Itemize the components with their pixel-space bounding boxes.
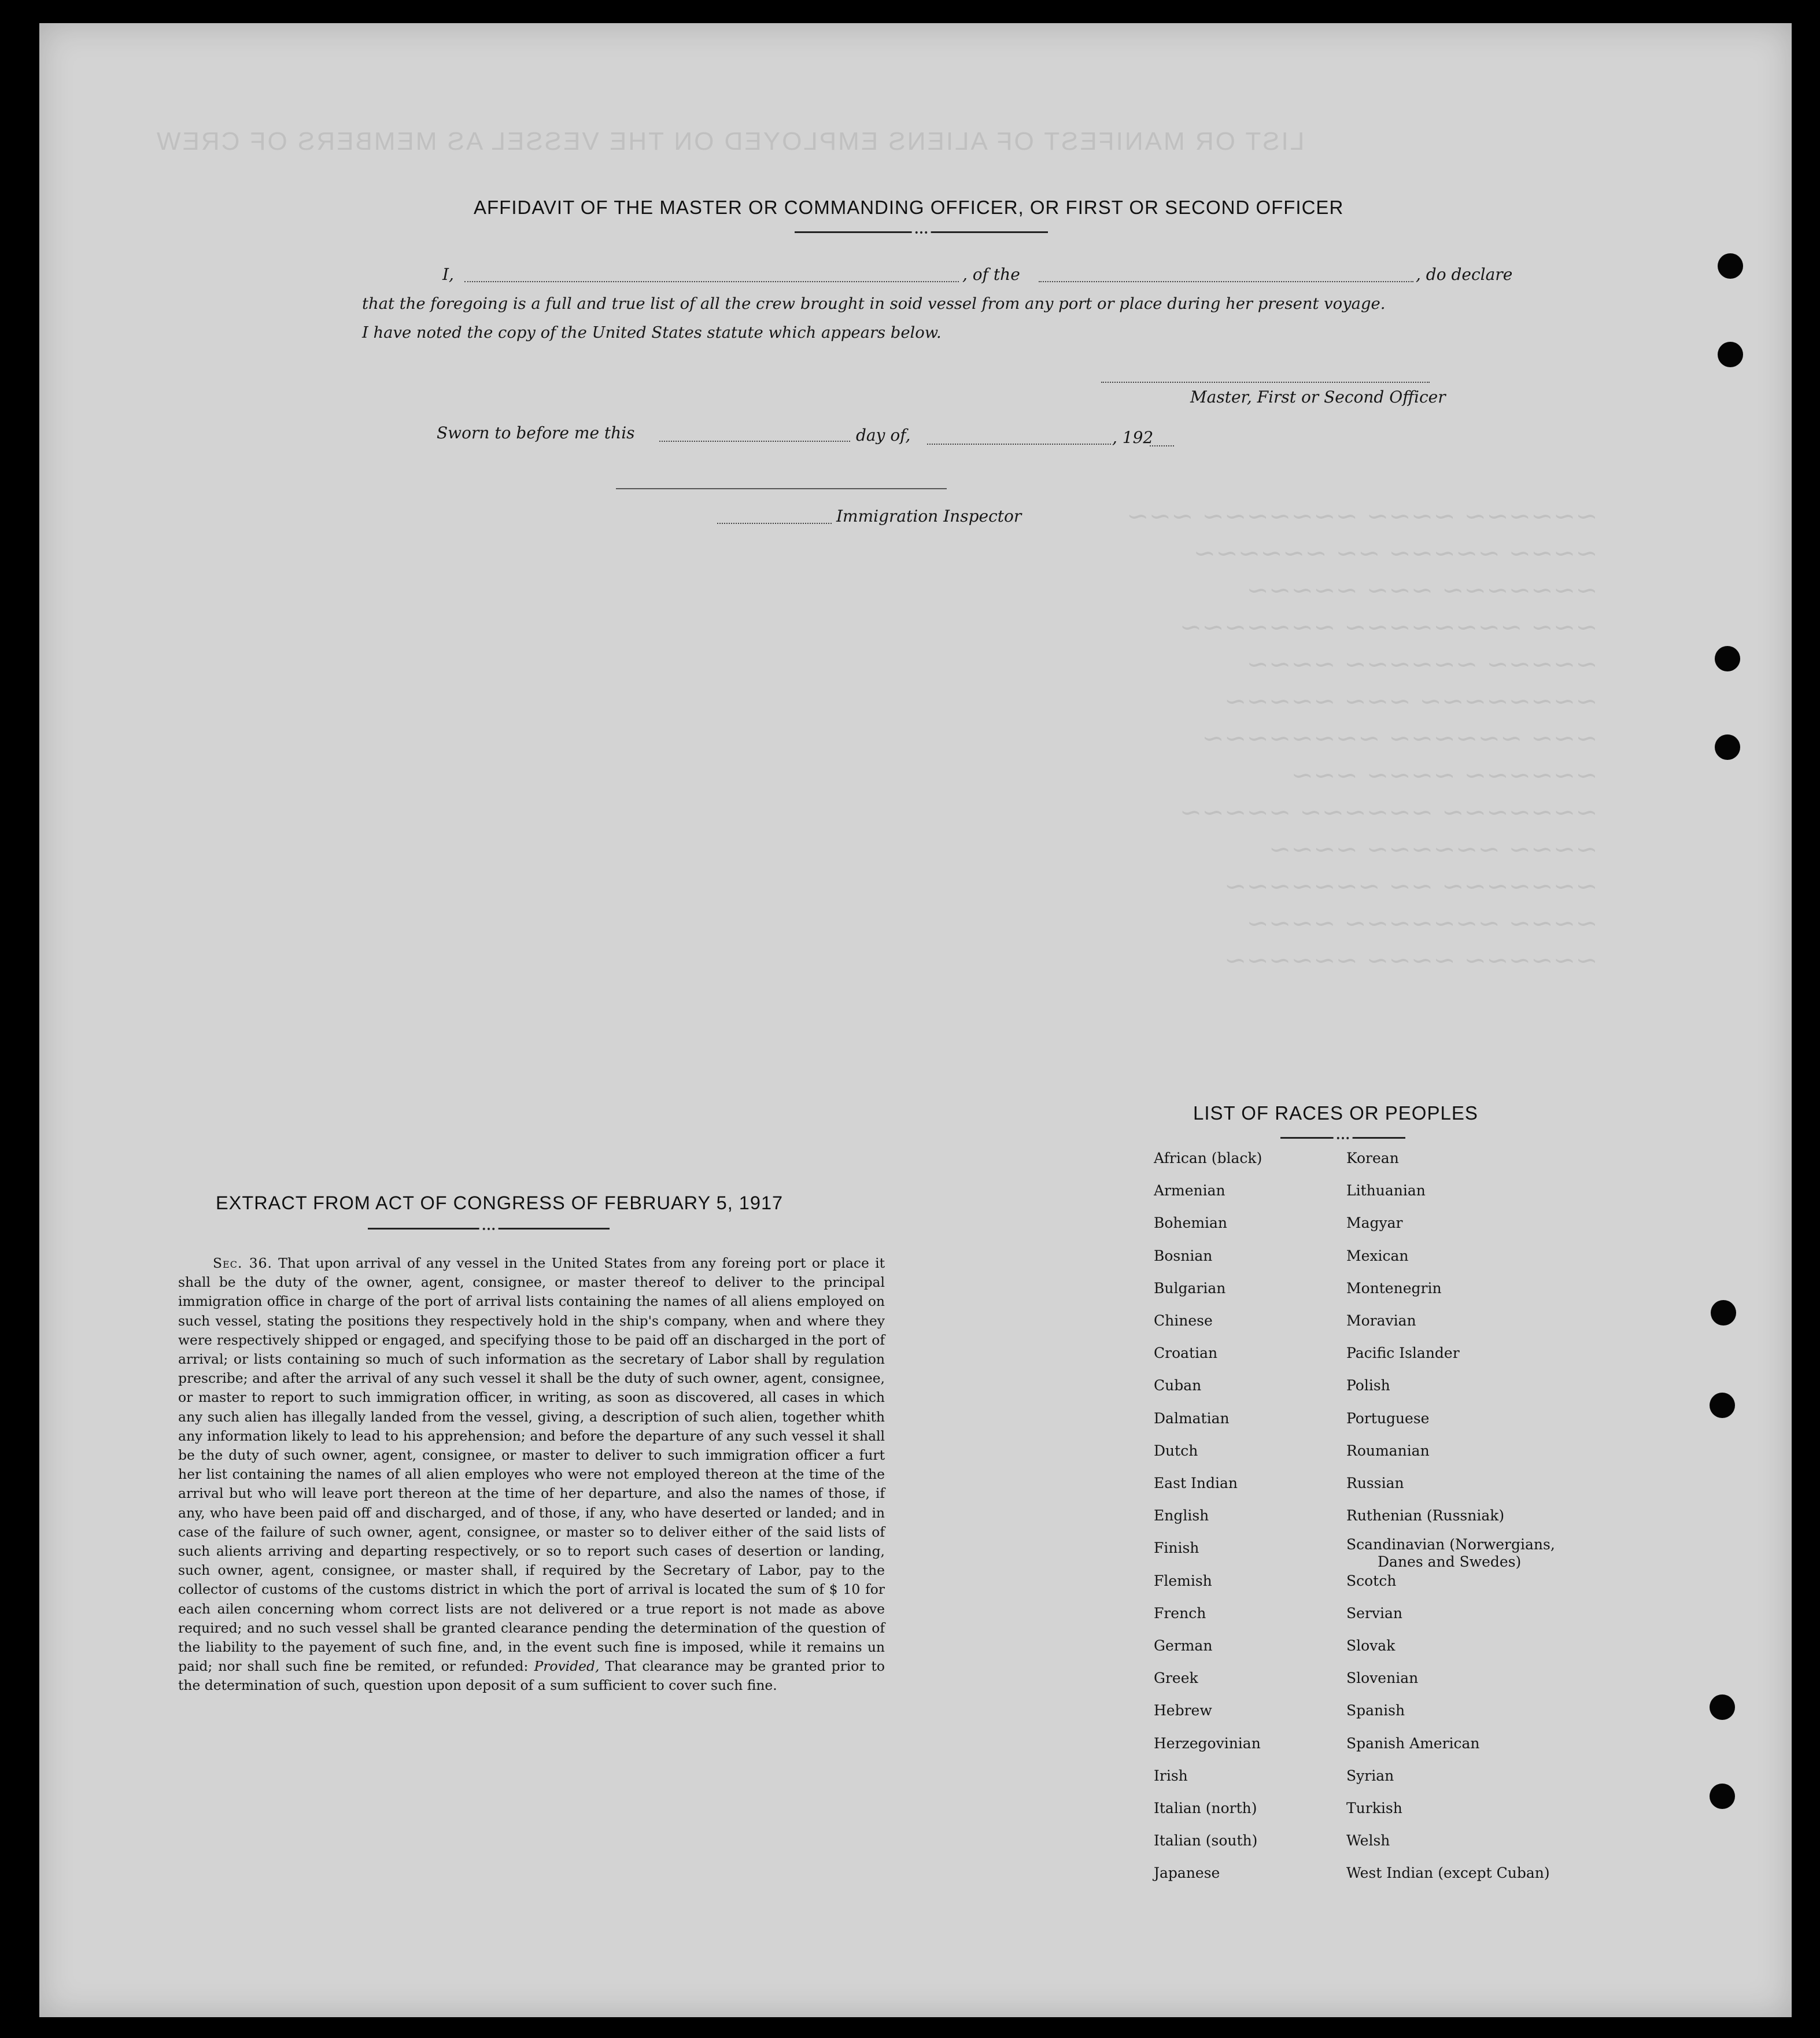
race-item: Slovenian [1346, 1670, 1419, 1687]
race-item: Irish [1154, 1767, 1188, 1784]
sworn-day-field[interactable] [659, 441, 850, 442]
race-item: Mexican [1346, 1247, 1409, 1264]
race-item: West Indian (except Cuban) [1346, 1865, 1550, 1882]
race-item: Magyar [1346, 1214, 1403, 1232]
race-item: Pacific Islander [1346, 1345, 1460, 1362]
affidavit-i-label: I, [442, 265, 454, 284]
races-title: LIST OF RACES OR PEOPLES [1193, 1102, 1478, 1124]
race-item: German [1154, 1637, 1213, 1654]
provided-word: Provided, [534, 1658, 600, 1675]
binder-hole [1710, 1694, 1735, 1720]
race-item: Roumanian [1346, 1442, 1430, 1459]
sworn-label: Sworn to before me this [437, 423, 635, 442]
race-item: Lithuanian [1346, 1182, 1426, 1199]
race-item: Spanish American [1346, 1734, 1480, 1752]
race-item: Turkish [1346, 1800, 1402, 1817]
race-item: Bosnian [1154, 1247, 1213, 1264]
race-item: Welsh [1346, 1832, 1390, 1849]
section-label: Sec. 36. [213, 1255, 272, 1271]
binder-hole [1718, 253, 1743, 279]
inspector-signature-line [616, 488, 947, 489]
race-item: Scotch [1346, 1572, 1397, 1589]
day-of-label: day of, [856, 426, 911, 445]
binder-hole [1715, 646, 1740, 671]
race-item: Armenian [1154, 1182, 1225, 1199]
race-item: Greek [1154, 1670, 1198, 1687]
binder-hole [1711, 1300, 1736, 1326]
affidavit-title-rule: ••• [795, 231, 1048, 233]
race-item: Italian (north) [1154, 1800, 1257, 1817]
race-item: African (black) [1154, 1150, 1262, 1166]
binder-hole [1710, 1393, 1735, 1418]
race-item: Croatian [1154, 1345, 1218, 1362]
race-item: Syrian [1346, 1767, 1394, 1784]
race-item: Flemish [1154, 1572, 1212, 1589]
bleed-through-header: LIST OR MANIFEST OF ALIENS EMPLOYED ON THE VESSEL AS MEMBERS OF CREW [155, 127, 1305, 156]
race-item: Cuban [1154, 1377, 1202, 1394]
race-item: Korean [1346, 1150, 1399, 1166]
race-item: English [1154, 1507, 1209, 1524]
affidavit-statute-line: I have noted the copy of the United States statute which appears below. [362, 324, 942, 342]
affidavit-do-declare: , do declare [1416, 265, 1513, 284]
binder-hole [1710, 1784, 1735, 1809]
affidavit-declaration-line: that the foregoing is a full and true list of all the crew brought in soid vessel from any port or place during her present voyage. [362, 295, 1386, 313]
race-item: French [1154, 1604, 1206, 1622]
race-item: Bulgarian [1154, 1279, 1226, 1297]
officer-signature-field[interactable] [1101, 382, 1430, 383]
year-label: , 192 [1112, 428, 1154, 447]
race-item: Italian (south) [1154, 1832, 1258, 1849]
sworn-month-field[interactable] [927, 444, 1111, 445]
officer-signature-label: Master, First or Second Officer [1190, 387, 1446, 407]
sworn-year-field[interactable] [1150, 445, 1174, 446]
inspector-label: Immigration Inspector [836, 507, 1022, 526]
race-item: Scandinavian (Norwergians, [1346, 1536, 1555, 1553]
document-page [39, 23, 1792, 2017]
binder-hole [1718, 342, 1743, 367]
race-item: Hebrew [1154, 1702, 1212, 1719]
inspector-signature-field[interactable] [717, 523, 832, 524]
race-item: Dalmatian [1154, 1409, 1230, 1427]
affidavit-name-field[interactable] [464, 281, 959, 282]
binder-hole [1715, 734, 1740, 760]
race-item: Slovak [1346, 1637, 1396, 1654]
race-item: Portuguese [1346, 1409, 1430, 1427]
race-item: Herzegovinian [1154, 1734, 1261, 1752]
races-title-rule: ••• [1280, 1137, 1405, 1139]
race-item: Finish [1154, 1539, 1199, 1557]
race-item-continuation: Danes and Swedes) [1378, 1553, 1522, 1571]
extract-title-rule: ••• [368, 1228, 610, 1230]
race-item: Japanese [1154, 1865, 1220, 1882]
statute-text-end: That clearance may be granted prior to the determination of such, question upon deposit of a sum sufficient to cover such fine. [178, 1658, 885, 1694]
race-item: Bohemian [1154, 1214, 1228, 1232]
affidavit-vessel-field[interactable] [1039, 281, 1413, 282]
race-item: Ruthenian (Russniak) [1346, 1507, 1505, 1524]
statute-text: That upon arrival of any vessel in the United States from any foreing port or place it shall be the duty of the owner, agent, consignee, or master thereof to deliver to the principal immigration office in charge of the port of arrival lists containing the names of all aliens employed on such vessel, stating the positions they respectively hold in the ship's company, when and where they were respectively shipped or engaged, and specifying those to be paid off an discharged in the port of arrival; or lists containing so much of such information as the secretary of Labor shall by regulation prescribe; and after the arrival of any such vessel it shall be the duty of such owner, agent, consignee, or master to report to such immigration officer, in writing, as soon as discovered, all cases in which any such alien has illegally landed from the vessel, giving, a description of such alien, together whith any information likely to lead to his apprehension; and before the departure of any such vessel it shall be the duty of such owner, agent, consignee, or master to deliver to such immigration officer a furt her list containing the names of all alien employes who were not employed thereon at the time of the arrival but who will leave port thereon at the time of her departure, and also the names of those, if any, who have been paid off and discharged, and of those, if any, who have deserted or landed; and in case of the failure of such owner, agent, consignee, or master so to deliver either of the said lists of such alients arriving and departing respectively, or so to report such cases of desertion or landing, such owner, agent, consignee, or master shall, if required by the Secretary of Labor, pay to the collector of customs of the customs district in which the port of arrival is located the sum of $ 10 for each ailen concerning whom correct lists are not delivered or a true report is not made as above required; and no such vessel shall be granted clearance pending the determination of the question of the liability to the payement of such fine, and, in the event such fine is imposed, while it remains un paid; nor shall such fine be remited, or refunded: [178, 1255, 885, 1675]
race-item: Servian [1346, 1604, 1402, 1622]
race-item: Russian [1346, 1475, 1404, 1491]
affidavit-title: AFFIDAVIT OF THE MASTER OR COMMANDING OFFICER, OR FIRST OR SECOND OFFICER [474, 197, 1344, 218]
affidavit-of-the-label: , of the [962, 265, 1020, 284]
race-item: Chinese [1154, 1312, 1213, 1329]
bleed-through-lines: ~~~~~~ ~~~~ ~~~~~~~ ~~~ ~~~~ ~~~~~ ~~ ~~~~~~ ~~~~~~~ ~~~ ~~~~~ ~~~ ~~~~~~~~ ~~~~~~~ ~~~~~ ~~~~~~ ~~~~ ~~~~~~~~ ~~~ ~~~~~ ~~~ ~~~~~~ ~~~~~~~~ ~~~~~~ ~~~~ ~~~ ~~~~~~~ ~~~~~~ ~~~~~ ~~~~ ~~~~~~ ~~~~ ~~~~~~~ ~~ ~~~~~~~ ~~~~ ~~~~~~~ ~~~~ ~~~~~~ ~~~~ ~~~~~~ [1127, 500, 1598, 976]
race-item: Polish [1346, 1377, 1390, 1394]
extract-title: EXTRACT FROM ACT OF CONGRESS OF FEBRUARY 5, 1917 [216, 1192, 784, 1213]
race-item: Dutch [1154, 1442, 1198, 1459]
race-item: East Indian [1154, 1475, 1238, 1491]
race-item: Moravian [1346, 1312, 1416, 1329]
statute-paragraph [178, 1254, 885, 1696]
race-item: Spanish [1346, 1702, 1405, 1719]
race-item: Montenegrin [1346, 1279, 1442, 1297]
